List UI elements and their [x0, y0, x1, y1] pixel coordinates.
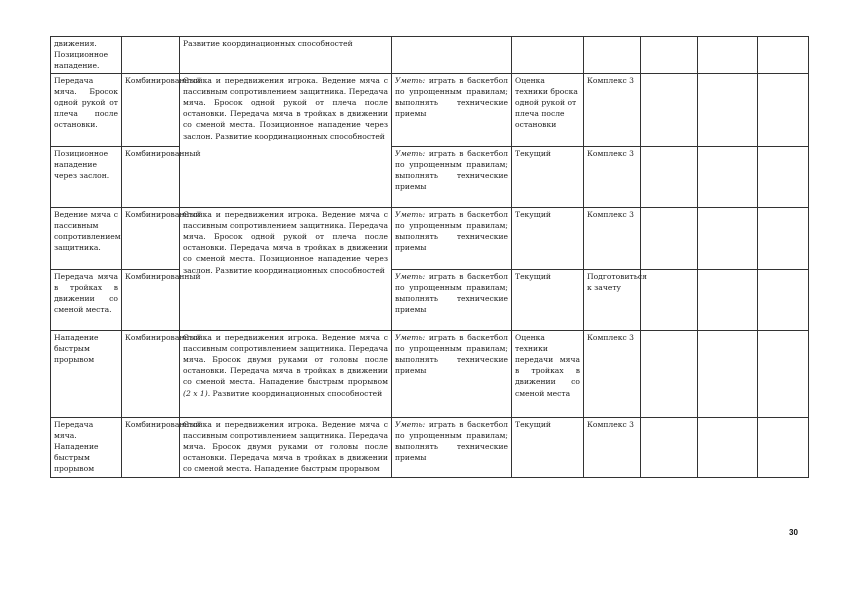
- skill-text: играть в баскетбол по упрощенным правилам; выполнять технические приемы: [395, 75, 508, 119]
- homework-cell: Подготовиться к зачету: [584, 269, 641, 330]
- control-cell: Текущий: [512, 207, 584, 269]
- date-cell: [641, 269, 698, 330]
- date-cell: [698, 330, 758, 417]
- skill-text: играть в баскетбол по упрощенным правилам; выполнять технические приемы: [395, 271, 508, 315]
- control-cell: Оценка техники передачи мяча в тройках в движении со сменой места: [512, 330, 584, 417]
- topic-cell: Передача мяча. Нападение быстрым прорывом: [51, 417, 122, 477]
- skill-lead: Уметь:: [395, 271, 426, 281]
- topic-cell: Позиционное нападение через заслон.: [51, 146, 122, 207]
- date-cell: [758, 417, 809, 477]
- date-cell: [758, 207, 809, 269]
- lesson-type-cell: [122, 37, 180, 74]
- page-number: 30: [789, 528, 798, 537]
- content-cell: Стойка и передвижения игрока. Ведение мяча с пассивным сопротивлением защитника. Передача мяча. Бросок двумя руками от головы после остановки. Передача мяча в тройках в движении со сменой места. Нападение быстрым прорывом: [180, 417, 392, 477]
- skill-lead: Уметь:: [395, 148, 426, 158]
- topic-cell: Ведение мяча с пассивным сопротивлением защитника.: [51, 207, 122, 269]
- table-row: [51, 207, 809, 269]
- skill-lead: Уметь:: [395, 209, 426, 219]
- lesson-type-cell: Комбинированный: [122, 269, 180, 330]
- skill-text: играть в баскетбол по упрощенным правилам; выполнять технические приемы: [395, 209, 508, 253]
- date-cell: [758, 146, 809, 207]
- topic-cell: движения. Позиционное нападение.: [51, 37, 122, 74]
- content-cell: [180, 330, 392, 417]
- table-row: [51, 330, 809, 417]
- date-cell: [698, 207, 758, 269]
- date-cell: [641, 37, 698, 74]
- skill-text: играть в баскетбол по упрощенным правилам; выполнять технические приемы: [395, 419, 508, 463]
- table-row: [51, 269, 809, 330]
- skill-text: играть в баскетбол по упрощенным правилам; выполнять технические приемы: [395, 332, 508, 376]
- homework-cell: Комплекс 3: [584, 146, 641, 207]
- date-cell: [698, 146, 758, 207]
- control-cell: Текущий: [512, 269, 584, 330]
- content-text: Стойка и передвижения игрока. Ведение мяча с пассивным сопротивлением защитника. Передача мяча. Бросок двумя руками от головы после остановки. Передача мяча в тройках в движении со сменой места. Нападение быстрым прорывом: [183, 332, 388, 387]
- homework-cell: [584, 37, 641, 74]
- control-cell: [512, 37, 584, 74]
- skill-lead: Уметь:: [395, 332, 426, 342]
- date-cell: [758, 330, 809, 417]
- lesson-type-cell: Комбинированный: [122, 146, 180, 207]
- lesson-plan-table: [50, 36, 809, 478]
- homework-cell: Комплекс 3: [584, 417, 641, 477]
- skill-lead: Уметь:: [395, 75, 426, 85]
- homework-cell: Комплекс 3: [584, 207, 641, 269]
- date-cell: [758, 269, 809, 330]
- control-cell: Оценка техники броска одной рукой от плеча после остановки: [512, 73, 584, 146]
- date-cell: [698, 269, 758, 330]
- content-text: . Развитие координационных способностей: [207, 388, 383, 398]
- requirements-cell: [392, 146, 512, 207]
- requirements-cell: [392, 269, 512, 330]
- requirements-cell: [392, 330, 512, 417]
- requirements-cell: [392, 73, 512, 146]
- content-cell: Стойка и передвижения игрока. Ведение мяча с пассивным сопротивлением защитника. Передача мяча. Бросок одной рукой от плеча после остановки. Передача мяча в тройках в движении со сменой места. Позиционное нападение через заслон. Развитие координационных способностей: [180, 73, 392, 207]
- topic-cell: Передача мяча в тройках в движении со сменой места.: [51, 269, 122, 330]
- table-row: [51, 73, 809, 146]
- date-cell: [641, 73, 698, 146]
- skill-lead: Уметь:: [395, 419, 426, 429]
- table-row: [51, 146, 809, 207]
- date-cell: [698, 37, 758, 74]
- topic-cell: Передача мяча. Бросок одной рукой от плеча после остановки.: [51, 73, 122, 146]
- date-cell: [698, 73, 758, 146]
- control-cell: Текущий: [512, 146, 584, 207]
- control-cell: Текущий: [512, 417, 584, 477]
- homework-cell: Комплекс 3: [584, 330, 641, 417]
- requirements-cell: [392, 37, 512, 74]
- skill-text: играть в баскетбол по упрощенным правилам; выполнять технические приемы: [395, 148, 508, 192]
- content-cell: Стойка и передвижения игрока. Ведение мяча с пассивным сопротивлением защитника. Передача мяча. Бросок одной рукой от плеча после остановки. Передача мяча в тройках в движении со сменой места. Позиционное нападение через заслон. Развитие координационных способностей: [180, 207, 392, 330]
- date-cell: [641, 417, 698, 477]
- topic-cell: Нападение быстрым прорывом: [51, 330, 122, 417]
- content-cell: Развитие координационных способностей: [180, 37, 392, 74]
- lesson-type-cell: Комбинированный: [122, 207, 180, 269]
- requirements-cell: [392, 207, 512, 269]
- table-row: [51, 37, 809, 74]
- homework-cell: Комплекс 3: [584, 73, 641, 146]
- date-cell: [758, 73, 809, 146]
- table-row: [51, 417, 809, 477]
- date-cell: [698, 417, 758, 477]
- date-cell: [758, 37, 809, 74]
- requirements-cell: [392, 417, 512, 477]
- lesson-type-cell: Комбинированный: [122, 73, 180, 146]
- date-cell: [641, 207, 698, 269]
- content-emphasis: (2 х 1): [183, 388, 208, 398]
- lesson-type-cell: Комбинированный: [122, 330, 180, 417]
- date-cell: [641, 330, 698, 417]
- lesson-type-cell: Комбинированный: [122, 417, 180, 477]
- date-cell: [641, 146, 698, 207]
